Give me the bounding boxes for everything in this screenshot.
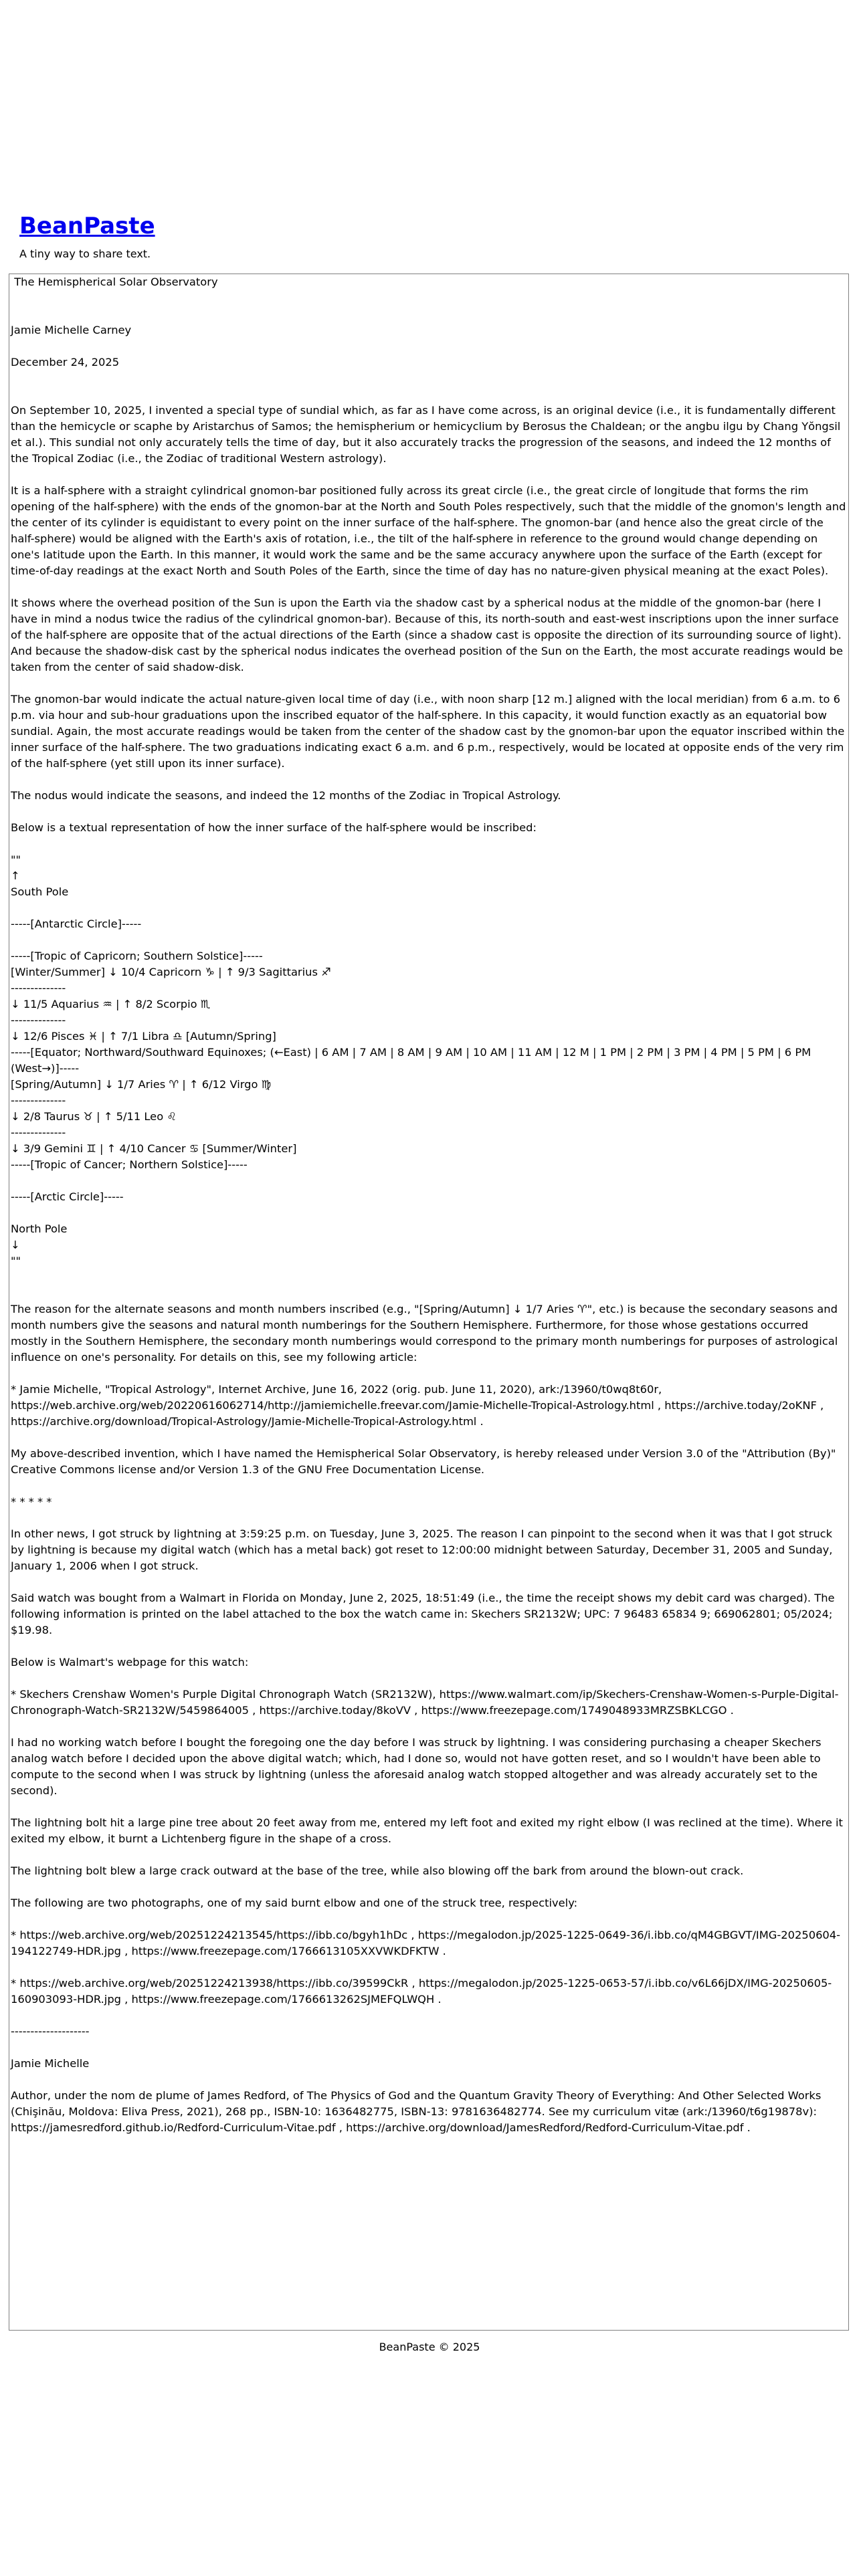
site-tagline: A tiny way to share text. (19, 247, 151, 260)
site-header (19, 213, 155, 261)
paste-text: The Hemispherical Solar Observatory Jamie Michelle Carney December 24, 2025 On September 10, 2025, I invented a special type of sundial which, as far as I have come across, is an original device (i.e., it is fundamentally different than the hemicycle or scaphe by Aristarchus of Samos; the hemispherium or hemicyclium by Berosus the Chaldean; or the angbu ilgu by Chang Yŏngsil et al.). This sundial not only accurately tells the time of day, but it also accurately tracks the progression of the seasons, and indeed the 12 months of the Tropical Zodiac (i.e., the Zodiac of traditional Western astrology). It is a half-sphere with a straight cylindrical gnomon-bar positioned fully across its great circle (i.e., the great circle of longitude that forms the rim opening of the half-sphere) with the ends of the gnomon-bar at the North and South Poles respectively, such that the middle of the gnomon's length and the center of its cylinder is equidistant to every point on the inner surface of the half-sphere. The gnomon-bar (and hence also the great circle of the half-sphere) would be aligned with the Earth's axis of rotation, i.e., the tilt of the half-sphere in reference to the ground would change depending on one's latitude upon the Earth. In this manner, it would work the same and be the same accuracy anywhere upon the surface of the Earth (except for time-of-day readings at the exact North and South Poles of the Earth, since the time of day has no nature-given physical meaning at the exact Poles). It shows where the overhead position of the Sun is upon the Earth via the shadow cast by a spherical nodus at the middle of the gnomon-bar (here I have in mind a nodus twice the radius of the cylindrical gnomon-bar). Because of this, its north-south and east-west inscriptions upon the inner surface of the half-sphere are opposite that of the actual directions of the Earth (since a shadow cast is opposite the direction of its surrounding source of light). And because the shadow-disk cast by the spherical nodus indicates the overhead position of the Sun on the Earth, the most accurate readings would be taken from the center of said shadow-disk. The gnomon-bar would indicate the actual nature-given local time of day (i.e., with noon sharp [12 m.] aligned with the local meridian) from 6 a.m. to 6 p.m. via hour and sub-hour graduations upon the inscribed equator of the half-sphere. In this capacity, it would function exactly as an equatorial bow sundial. Again, the most accurate readings would be taken from the center of the shadow cast by the gnomon-bar upon the equator inscribed within the inner surface of the half-sphere. The two graduations indicating exact 6 a.m. and 6 p.m., respectively, would be located at opposite ends of the very rim of the half-sphere (yet still upon its inner surface). The nodus would indicate the seasons, and indeed the 12 months of the Zodiac in Tropical Astrology. Below is a textual representation of how the inner surface of the half-sphere would be inscribed: "" ↑ South Pole -----[Antarctic Circle]----- -----[Tropic of Capricorn; Southern Solstice]----- [Winter/Summer] ↓ 10/4 Capricorn ♑ | ↑ 9/3 Sagittarius ♐ -------------- ↓ 11/5 Aquarius ♒ | ↑ 8/2 Scorpio ♏ -------------- ↓ 12/6 Pisces ♓ | ↑ 7/1 Libra ♎ [Autumn/Spring] -----[Equator; Northward/Southward Equinoxes; (←East) | 6 AM | 7 AM | 8 AM | 9 AM | 10 AM | 11 AM | 12 M | 1 PM | 2 PM | 3 PM | 4 PM | 5 PM | 6 PM (West→)]----- [Spring/Autumn] ↓ 1/7 Aries ♈ | ↑ 6/12 Virgo ♍ -------------- ↓ 2/8 Taurus ♉ | ↑ 5/11 Leo ♌ -------------- ↓ 3/9 Gemini ♊ | ↑ 4/10 Cancer ♋ [Summer/Winter] -----[Tropic of Cancer; Northern Solstice]----- -----[Arctic Circle]----- North Pole ↓ "" The reason for the alternate seasons and month numbers inscribed (e.g., "[Spring/Autumn] ↓ 1/7 Aries ♈", etc.) is because the secondary seasons and month numbers give the seasons and natural month numberings for the Southern Hemisphere. Furthermore, for those whose gestations occurred mostly in the Southern Hemisphere, the secondary month numberings would correspond to the primary month numberings for purposes of astrological influence on one's personality. For details on this, see my following article: * Jamie Michelle, "Tropical Astrology", Internet Archive, June 16, 2022 (orig. pub. June 11, 2020), ark:/13960/t0wq8t60r, https://web.archive.org/web/20220616062714/http://jamiemichelle.freevar.com/Jamie-Michelle-Tropical-Astrology.html , https://archive.today/2oKNF , https://archive.org/download/Tropical-Astrology/Jamie-Michelle-Tropical-Astrology.html . My above-described invention, which I have named the Hemispherical Solar Observatory, is hereby released under Version 3.0 of the "Attribution (By)" Creative Commons license and/or Version 1.3 of the GNU Free Documentation License. * * * * * In other news, I got struck by lightning at 3:59:25 p.m. on Tuesday, June 3, 2025. The reason I can pinpoint to the second when it was that I got struck by lightning is because my digital watch (which has a metal back) got reset to 12:00:00 midnight between Saturday, December 31, 2005 and Sunday, January 1, 2006 when I got struck. Said watch was bought from a Walmart in Florida on Monday, June 2, 2025, 18:51:49 (i.e., the time the receipt shows my debit card was charged). The following information is printed on the label attached to the box the watch came in: Skechers SR2132W; UPC: 7 96483 65834 9; 669062801; 05/2024; $19.98. Below is Walmart's webpage for this watch: * Skechers Crenshaw Women's Purple Digital Chronograph Watch (SR2132W), https://www.walmart.com/ip/Skechers-Crenshaw-Women-s-Purple-Digital-Chronograph-Watch-SR2132W/5459864005 , https://archive.today/8koVV , https://www.freezepage.com/1749048933MRZSBKLCGO . I had no working watch before I bought the foregoing one the day before I was struck by lightning. I was considering purchasing a cheaper Skechers analog watch before I decided upon the above digital watch; which, had I done so, would not have gotten reset, and so I wouldn't have been able to compute to the second when I was struck by lightning (unless the aforesaid analog watch stopped altogether and was already accurately set to the second). The lightning bolt hit a large pine tree about 20 feet away from me, entered my left foot and exited my right elbow (I was reclined at the time). Where it exited my elbow, it burnt a Lichtenberg figure in the shape of a cross. The lightning bolt blew a large crack outward at the base of the tree, while also blowing off the bark from around the blown-out crack. The following are two photographs, one of my said burnt elbow and one of the struck tree, respectively: * https://web.archive.org/web/20251224213545/https://ibb.co/bgyh1hDc , https://megalodon.jp/2025-1225-0649-36/i.ibb.co/qM4GBGVT/IMG-20250604-194122749-HDR.jpg , https://www.freezepage.com/1766613105XXVWKDFKTW . * https://web.archive.org/web/20251224213938/https://ibb.co/39599CkR , https://megalodon.jp/2025-1225-0653-57/i.ibb.co/v6L66jDX/IMG-20250605-160903093-HDR.jpg , https://www.freezepage.com/1766613262SJMEFQLWQH . -------------------- Jamie Michelle Author, under the nom de plume of James Redford, of The Physics of God and the Quantum Gravity Theory of Everything: And Other Selected Works (Chişinău, Moldova: Eliva Press, 2021), 268 pp., ISBN-10: 1636482775, ISBN-13: 9781636482774. See my curriculum vitæ (ark:/13960/t6g19878v): https://jamesredford.github.io/Redford-Curriculum-Vitae.pdf , https://archive.org/download/JamesRedford/Redford-Curriculum-Vitae.pdf . (11, 276, 846, 2134)
paste-content-box (9, 274, 849, 2331)
brand-link[interactable]: BeanPaste (19, 213, 155, 239)
page-footer: BeanPaste © 2025 (379, 2341, 480, 2353)
